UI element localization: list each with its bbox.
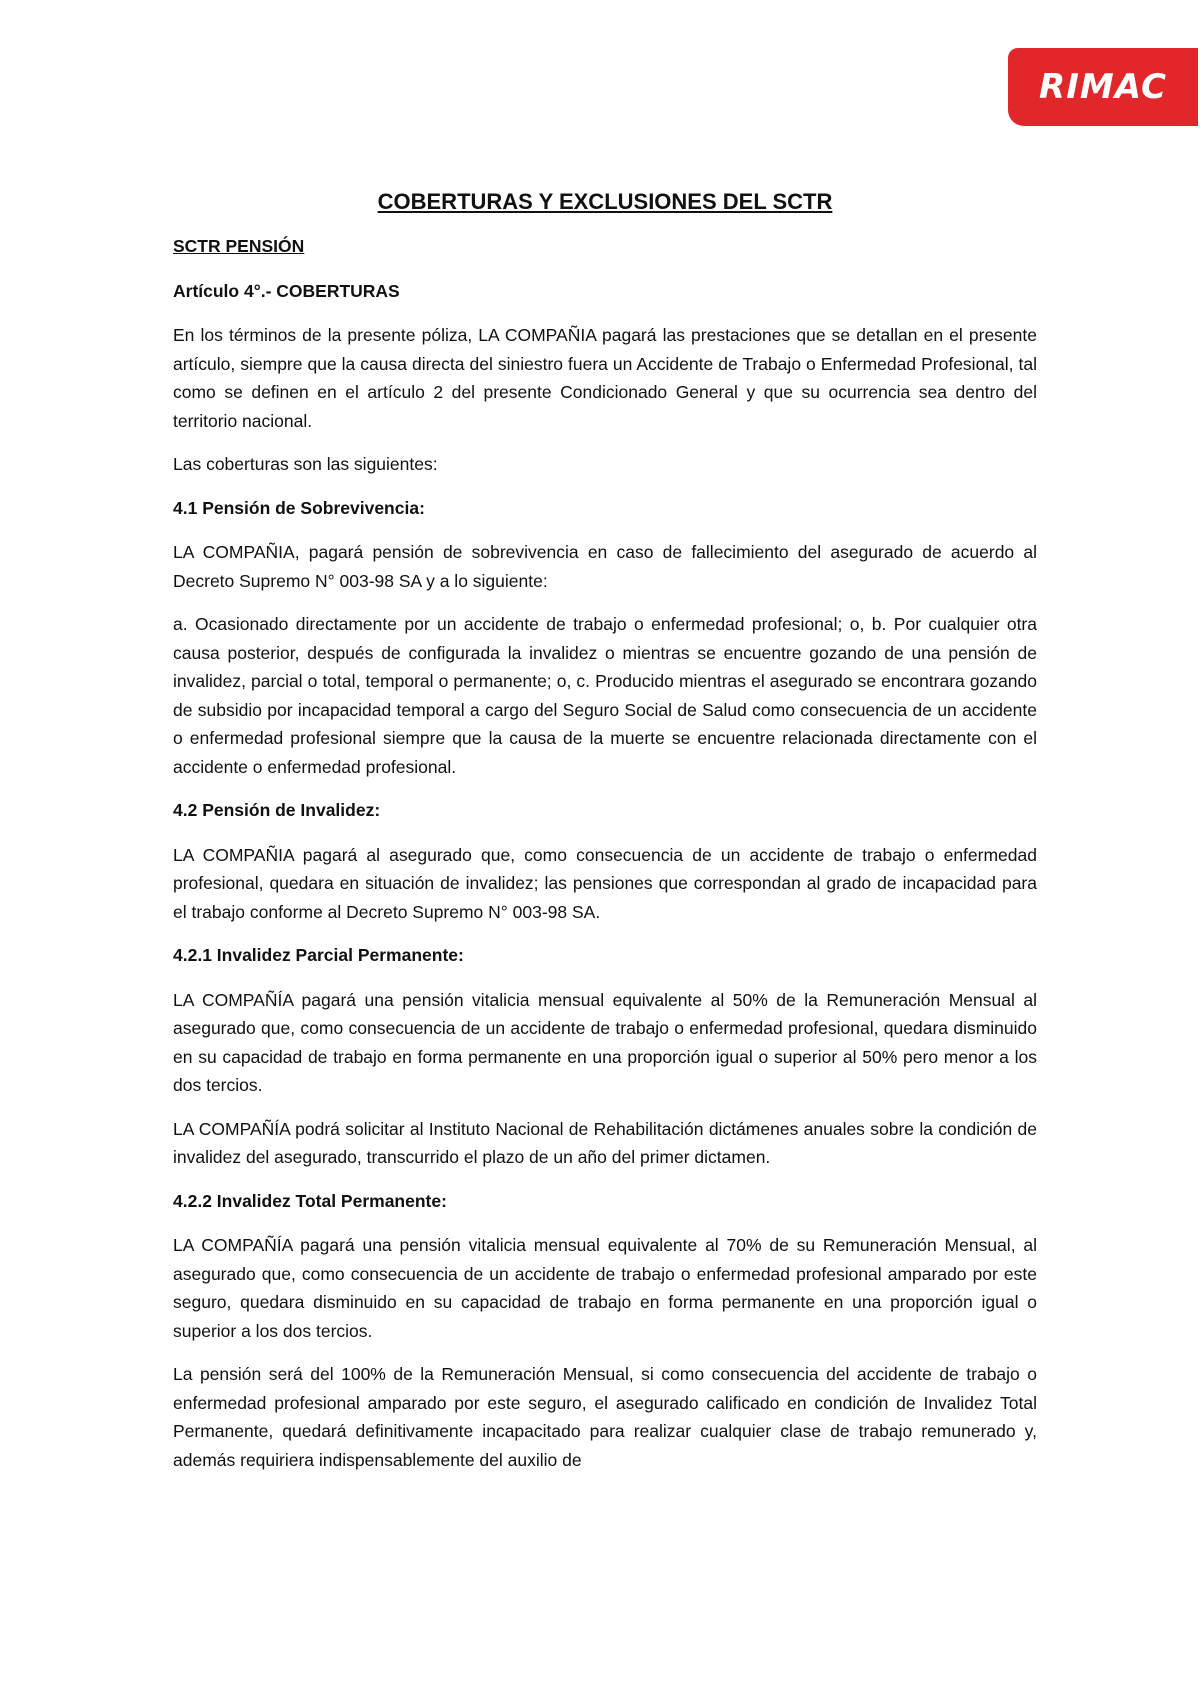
paragraph-4-2-1-a: LA COMPAÑÍA pagará una pensión vitalicia mensual equivalente al 50% de la Remuneración Mensual al asegurado que, como consecuencia de un accidente de trabajo o enfermedad profesional, quedara disminuido en su capacidad de trabajo en forma permanente en una proporción igual o superior al 50% pero menor a los dos tercios. (173, 989, 1037, 1095)
coverages-intro: Las coberturas son las siguientes: (173, 454, 438, 474)
document-title: COBERTURAS Y EXCLUSIONES DEL SCTR (377, 189, 833, 214)
paragraph-4-1-a: LA COMPAÑIA, pagará pensión de sobrevivencia en caso de fallecimiento del asegurado de acuerdo al Decreto Supremo N° 003-98 SA y a lo siguiente: (173, 542, 1037, 591)
paragraph-4-2-1-b: LA COMPAÑÍA podrá solicitar al Instituto Nacional de Rehabilitación dictámenes anuales sobre la condición de invalidez del asegurado, transcurrido el plazo de un año del primer dictamen. (173, 1118, 1037, 1167)
rimac-logo (1008, 48, 1198, 126)
paragraph-4-2-2-a: LA COMPAÑÍA pagará una pensión vitalicia mensual equivalente al 70% de su Remuneración Mensual, al asegurado que, como consecuencia de un accidente de trabajo o enfermedad profesional amparado por este seguro, quedara disminuido en su capacidad de trabajo en forma permanente en una proporción igual o superior a los dos tercios. (173, 1235, 1037, 1341)
article-heading: Artículo 4°.- COBERTURAS (173, 280, 400, 301)
logo-text: RIMAC (1039, 67, 1167, 107)
paragraph-4-2: LA COMPAÑIA pagará al asegurado que, como consecuencia de un accidente de trabajo o enfermedad profesional, quedara en situación de invalidez; las pensiones que correspondan al grado de incapacidad para el trabajo conforme al Decreto Supremo N° 003-98 SA. (173, 844, 1037, 922)
heading-4-2-2: 4.2.2 Invalidez Total Permanente: (173, 1190, 447, 1211)
paragraph-4-2-2-b: La pensión será del 100% de la Remuneración Mensual, si como consecuencia del accidente de trabajo o enfermedad profesional amparado por este seguro, el asegurado calificado en condición de Invalidez Total Permanente, quedará definitivamente incapacitado para realizar cualquier clase de trabajo remunerado y, además requiriera indispensablemente del auxilio de (173, 1364, 1037, 1470)
section-heading: SCTR PENSIÓN (173, 236, 305, 256)
paragraph-4-1-b: a. Ocasionado directamente por un accidente de trabajo o enfermedad profesional; o, b. Por cualquier otra causa posterior, después de configurada la invalidez o mientras se encuentre gozando de una pensión de invalidez, parcial o total, temporal o permanente; o, c. Producido mientras el asegurado se encontrara gozando de subsidio por incapacidad temporal a cargo del Seguro Social de Salud como consecuencia de un accidente o enfermedad profesional siempre que la causa de la muerte se encuentre relacionada directamente con el accidente o enfermedad profesional. (173, 614, 1037, 777)
heading-4-2-1: 4.2.1 Invalidez Parcial Permanente: (173, 945, 464, 965)
intro-paragraph: En los términos de la presente póliza, LA COMPAÑIA pagará las prestaciones que se detallan en el presente artículo, siempre que la causa directa del siniestro fuera un Accidente de Trabajo o Enfermedad Profesional, tal como se definen en el artículo 2 del presente Condicionado General y que su ocurrencia sea dentro del territorio nacional. (173, 325, 1037, 431)
document-body (173, 188, 1037, 1489)
heading-4-2: 4.2 Pensión de Invalidez: (173, 800, 381, 820)
heading-4-1: 4.1 Pensión de Sobrevivencia: (173, 497, 425, 518)
